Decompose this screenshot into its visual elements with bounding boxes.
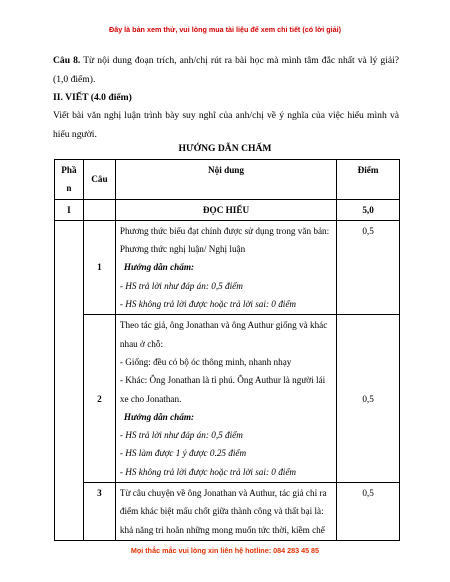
question-number: 2	[83, 315, 115, 483]
answer-content: Theo tác giả, ông Jonathan và ông Authur giống và khác nhau ở chỗ: - Giống: đều có bộ óc thông minh, nhanh nhạy - Khác: Ông Jonathan là tỉ phú. Ông Authur là người lái xe cho Jonathan. Hướng dẫn chấm: - HS trả lời như đáp án: 0,5 điểm - HS làm được 1 ý được 0.25 điểm - HS không trả lời được hoặc trả lời sai: 0 điểm	[115, 315, 336, 483]
table-row	[55, 483, 400, 541]
section-title: ĐỌC HIỂU	[115, 199, 336, 220]
header-question: Câu	[83, 160, 115, 200]
answer-content: Từ câu chuyện về ông Jonathan và Authur, tác giả chỉ ra điểm khác biệt mấu chốt giữa thành công và thất bại là: khả năng trì hoãn những mong muốn tức thời, kiềm chế	[115, 483, 336, 541]
table-row	[55, 315, 400, 483]
section-score: 5,0	[337, 199, 400, 220]
section-2-text: Viết bài văn nghị luận trình bày suy nghĩ của anh/chị về ý nghĩa của việc hiểu mình và hiểu người.	[53, 110, 399, 140]
score-cell: 0,5	[337, 483, 400, 541]
section-2-heading: II. VIẾT (4.0 điểm)	[53, 92, 132, 103]
table-header-row	[55, 160, 400, 200]
question-number: 1	[83, 220, 115, 314]
grading-table	[54, 159, 400, 541]
score-cell: 0,5	[337, 220, 400, 314]
table-row	[55, 220, 400, 314]
header-content: Nội dung	[115, 160, 336, 200]
section-row	[55, 199, 400, 220]
preview-notice-banner: Đây là bản xem thử, vui lòng mua tài liệu để xem chi tiết (có lời giải)	[109, 25, 341, 34]
answer-content: Phương thức biểu đạt chính được sử dụng trong văn bản: Phương thức nghị luận/ Nghị luận Hướng dẫn chấm: - HS trả lời như đáp án: 0,5 điểm - HS không trả lời được hoặc trả lời sai: 0 điểm	[115, 220, 336, 314]
question-8-label: Câu 8.	[53, 55, 81, 66]
score-cell: 0,5	[337, 315, 400, 483]
header-score: Điểm	[337, 160, 400, 200]
header-part: Phần	[55, 160, 84, 200]
question-8	[53, 52, 399, 89]
grading-guide-title: HƯỚNG DẪN CHẤM	[178, 143, 272, 154]
question-8-text: Từ nội dung đoạn trích, anh/chị rút ra bài học mà mình tâm đắc nhất và lý giải? (1,0 điểm).	[53, 55, 399, 85]
section-part: I	[55, 199, 84, 220]
question-number: 3	[83, 483, 115, 541]
hotline-banner: Mọi thắc mắc vui lòng xin liên hệ hotline: 084 283 45 85	[130, 546, 320, 555]
